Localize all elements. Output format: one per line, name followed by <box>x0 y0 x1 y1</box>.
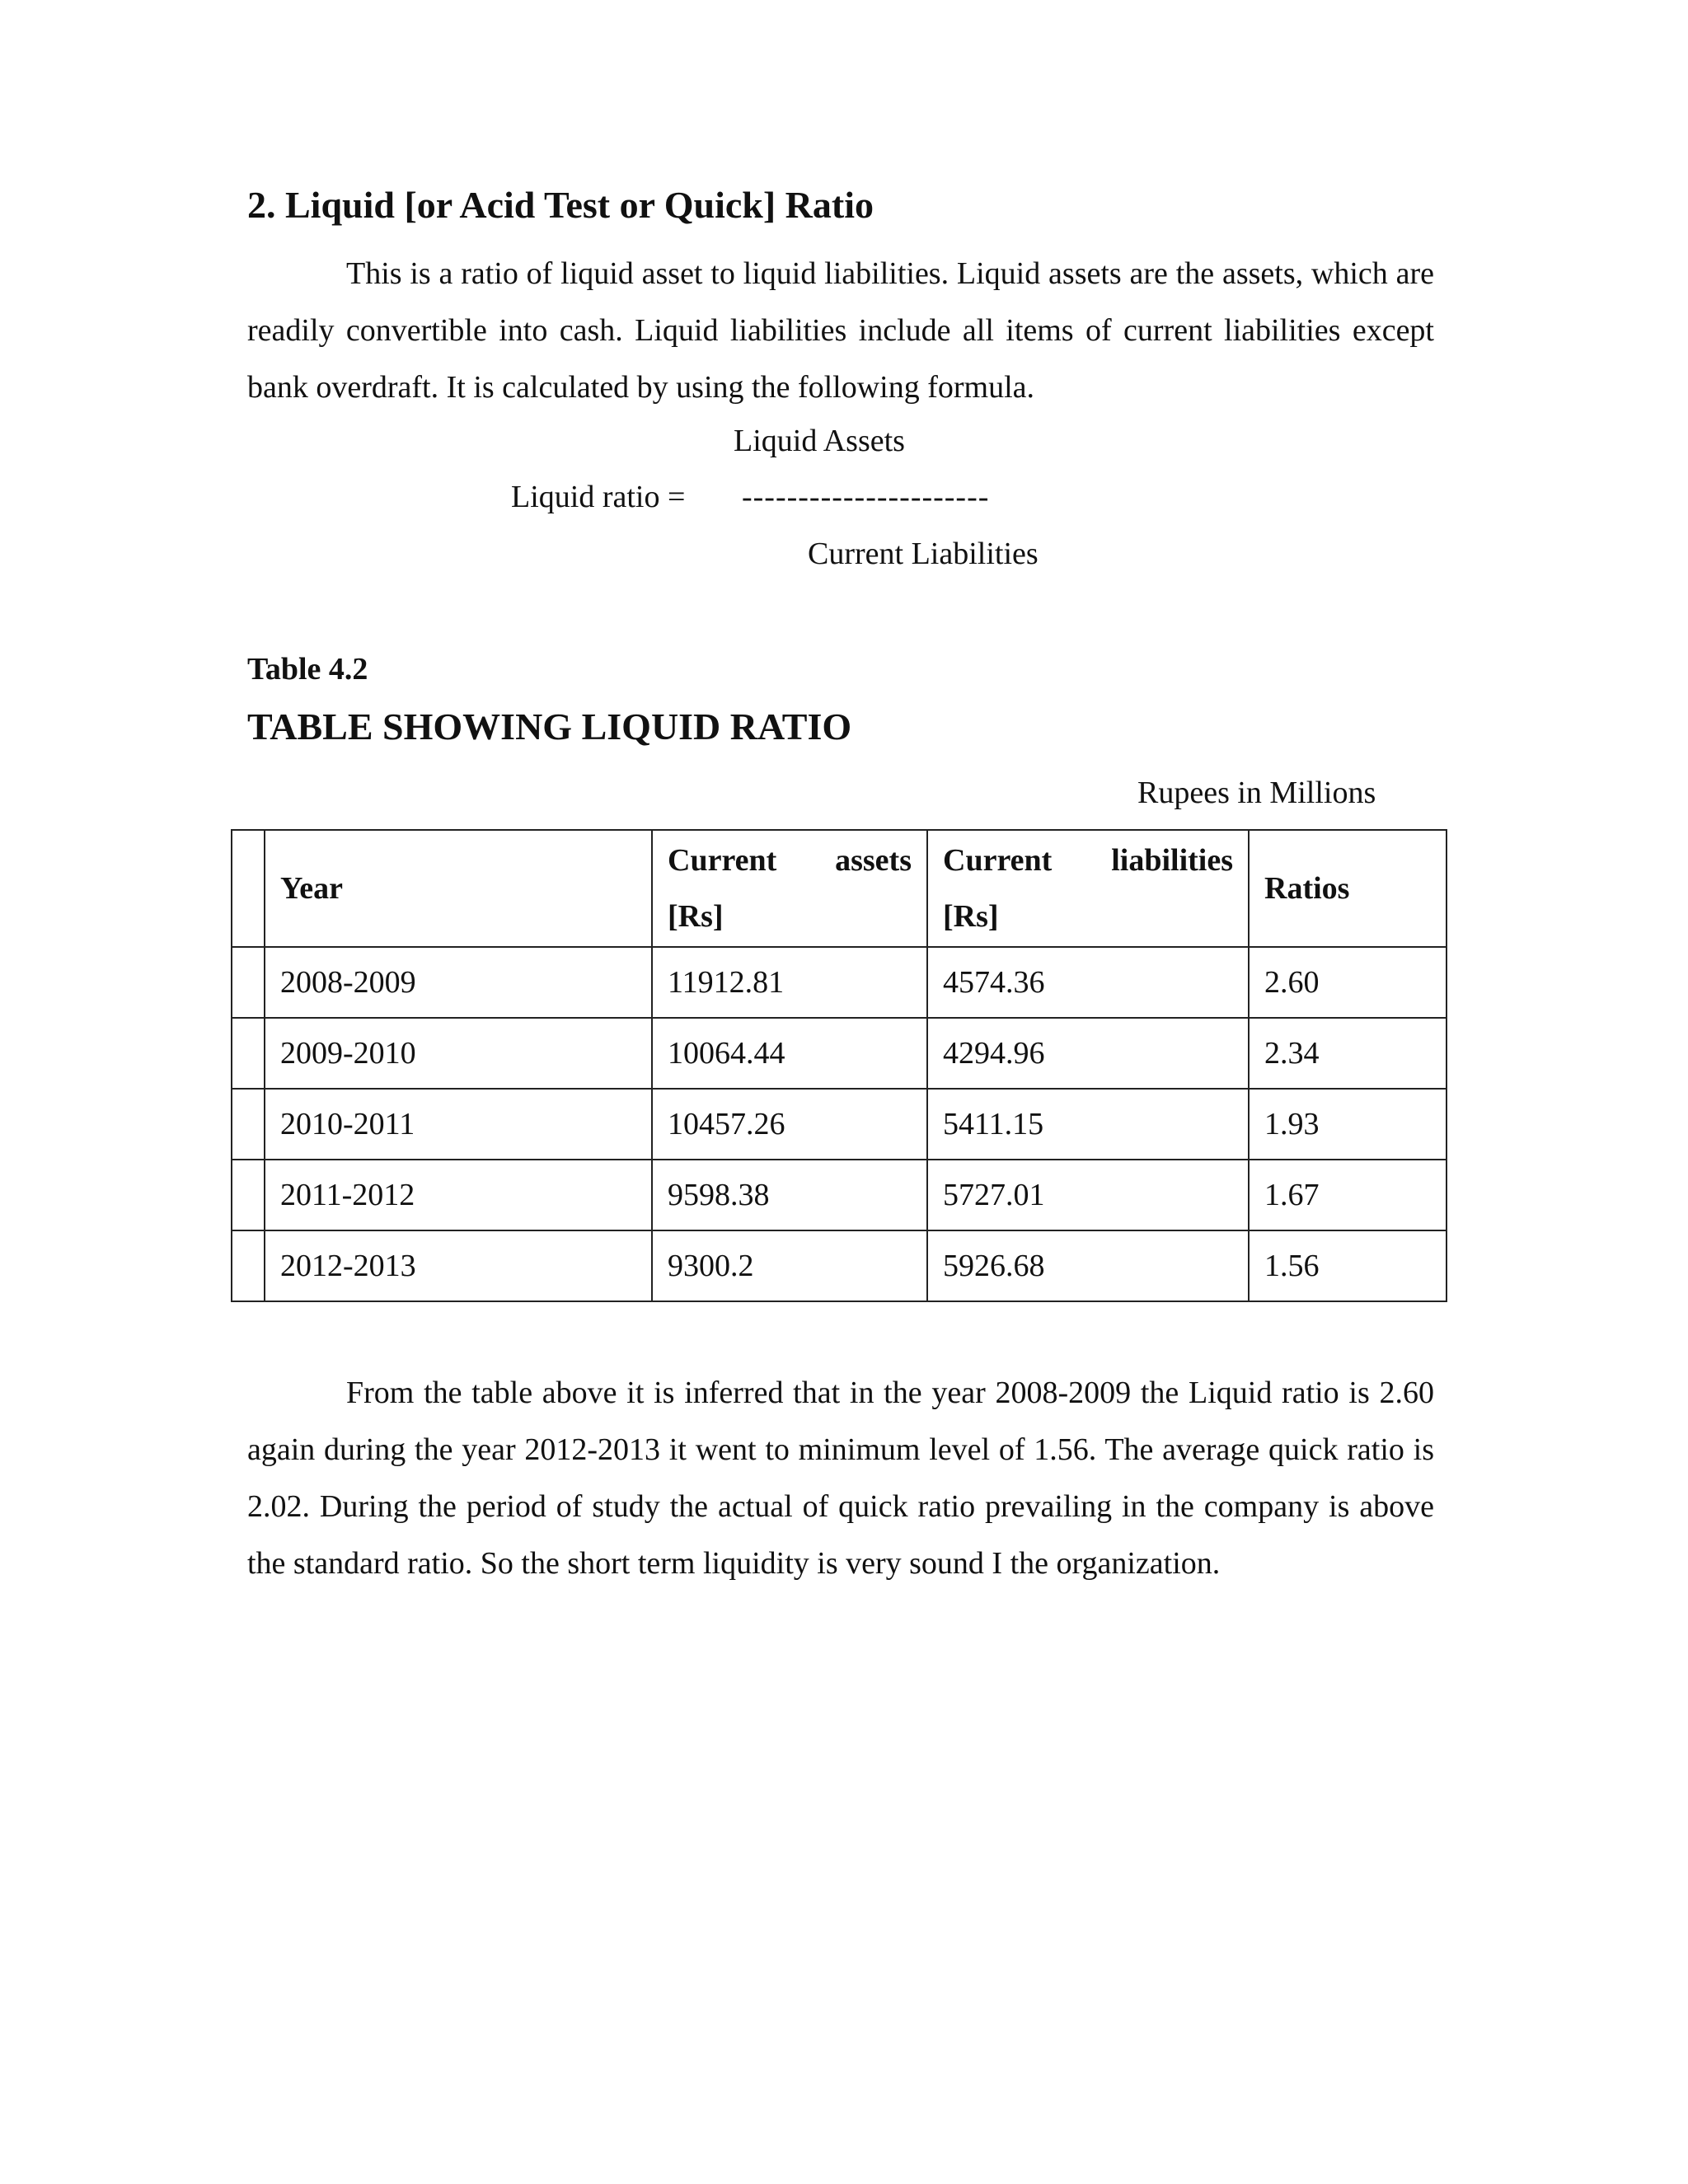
formula-label: Liquid ratio = <box>511 480 686 514</box>
header-current-liabilities <box>927 830 1249 947</box>
header-current-liabilities-unit: [Rs] <box>943 899 999 934</box>
formula-denominator: Current Liabilities <box>808 537 1039 571</box>
row-stub-cell <box>232 1089 265 1160</box>
cell-year: 2012-2013 <box>265 1230 652 1301</box>
table-units: Rupees in Millions <box>1137 776 1376 810</box>
table-title: TABLE SHOWING LIQUID RATIO <box>247 705 852 748</box>
table-row <box>232 1089 1447 1160</box>
row-stub-cell <box>232 947 265 1018</box>
cell-ratio: 2.34 <box>1249 1018 1447 1089</box>
header-current-assets-line <box>668 832 912 888</box>
section-heading: 2. Liquid [or Acid Test or Quick] Ratio <box>247 184 874 226</box>
intro-paragraph <box>247 246 1434 416</box>
cell-current-assets: 10457.26 <box>652 1089 927 1160</box>
intro-text: This is a ratio of liquid asset to liquid liabilities. Liquid assets are the assets, which are readily convertible into cash. Liquid liabilities include all items of current liabilities except bank overdraft. It is calculated by using the following formula. <box>247 256 1434 405</box>
cell-current-assets: 10064.44 <box>652 1018 927 1089</box>
cell-ratio: 1.67 <box>1249 1160 1447 1230</box>
cell-current-liabilities: 4574.36 <box>927 947 1249 1018</box>
header-current-liabilities-word2: liabilities <box>1111 843 1233 878</box>
conclusion-paragraph <box>247 1365 1434 1592</box>
cell-current-assets: 11912.81 <box>652 947 927 1018</box>
cell-year: 2009-2010 <box>265 1018 652 1089</box>
cell-ratio: 1.93 <box>1249 1089 1447 1160</box>
header-current-liabilities-line <box>943 832 1233 888</box>
table-row <box>232 947 1447 1018</box>
header-current-assets-word2: assets <box>835 843 912 878</box>
header-current-assets <box>652 830 927 947</box>
header-current-liabilities-word1: Current <box>943 843 1053 878</box>
cell-current-assets: 9300.2 <box>652 1230 927 1301</box>
header-current-assets-word1: Current <box>668 843 777 878</box>
header-stub-cell <box>232 830 265 947</box>
table-label: Table 4.2 <box>247 652 368 687</box>
header-current-assets-unit: [Rs] <box>668 899 724 934</box>
cell-year: 2011-2012 <box>265 1160 652 1230</box>
table-row <box>232 1160 1447 1230</box>
cell-current-liabilities: 5727.01 <box>927 1160 1249 1230</box>
table-row <box>232 1018 1447 1089</box>
table-row <box>232 1230 1447 1301</box>
header-year: Year <box>265 830 652 947</box>
cell-current-assets: 9598.38 <box>652 1160 927 1230</box>
row-stub-cell <box>232 1230 265 1301</box>
cell-current-liabilities: 5926.68 <box>927 1230 1249 1301</box>
row-stub-cell <box>232 1160 265 1230</box>
formula-numerator: Liquid Assets <box>734 424 905 458</box>
cell-ratio: 1.56 <box>1249 1230 1447 1301</box>
cell-current-liabilities: 5411.15 <box>927 1089 1249 1160</box>
cell-year: 2010-2011 <box>265 1089 652 1160</box>
liquid-ratio-table <box>231 829 1447 1302</box>
table-header-row <box>232 830 1447 947</box>
header-ratios: Ratios <box>1249 830 1447 947</box>
cell-current-liabilities: 4294.96 <box>927 1018 1249 1089</box>
row-stub-cell <box>232 1018 265 1089</box>
formula-divider: ---------------------- <box>742 480 990 514</box>
conclusion-text: From the table above it is inferred that in the year 2008-2009 the Liquid ratio is 2.60 again during the year 2012-2013 it went to minimum level of 1.56. The average quick ratio is 2.02. During the period of study the actual of quick ratio prevailing in the company is above the standard ratio. So the short term liquidity is very sound I the organization. <box>247 1376 1434 1581</box>
cell-year: 2008-2009 <box>265 947 652 1018</box>
cell-ratio: 2.60 <box>1249 947 1447 1018</box>
